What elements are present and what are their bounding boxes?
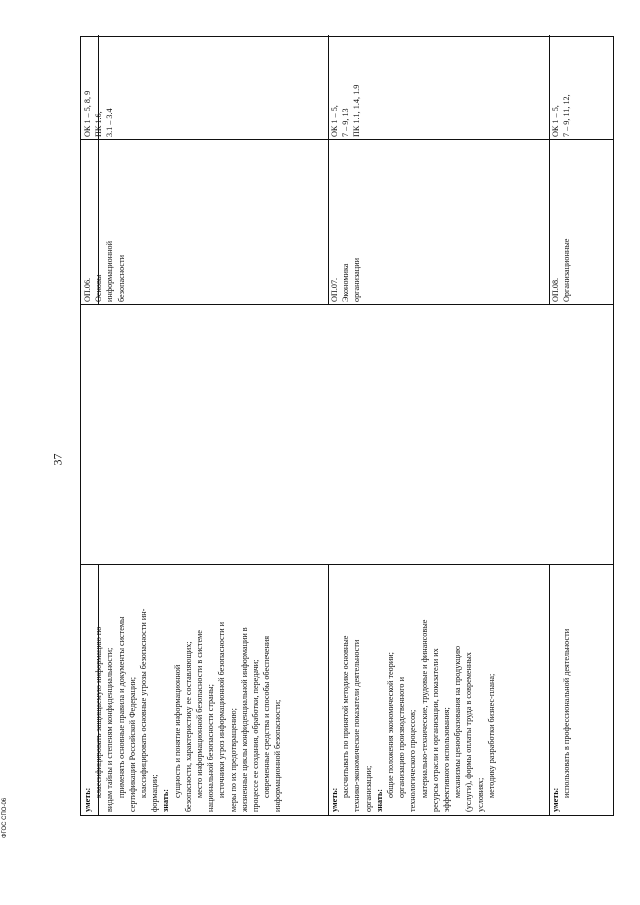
knowledge-label: знать: [374, 789, 384, 812]
discipline-title-line: Экономика [341, 263, 351, 302]
competency-line: 3.1 – 3.4 [105, 108, 115, 137]
skill-line: рассчитывать по принятой методике основные [341, 635, 351, 798]
skill-line: видам тайны и степеням конфиденциальности; [105, 647, 115, 812]
competency-line: ОК 1 – 5, [551, 105, 560, 137]
row-1-requirements [82, 609, 284, 812]
column-divider [81, 564, 613, 565]
discipline-title-line: организации [352, 258, 362, 302]
page-number: 37 [50, 453, 65, 466]
knowledge-line: ресурсы отрасли и организации, показатели их [430, 648, 440, 812]
competency-line: 7 – 9, 13 [341, 108, 351, 137]
discipline-title-line: безопасности [116, 255, 126, 302]
knowledge-line: условиях; [475, 777, 485, 812]
knowledge-line: методику разработки бизнес-плана; [486, 673, 496, 798]
knowledge-line: механизмы ценообразования на продукцию [453, 645, 463, 798]
row-2-discipline [329, 258, 363, 302]
row-3-competencies [550, 94, 572, 137]
knowledge-label: знать: [161, 789, 171, 812]
knowledge-line: информационной безопасности; [273, 699, 283, 812]
skills-label: уметь: [330, 787, 339, 812]
row-2-competencies [329, 85, 363, 137]
row-1-discipline [82, 241, 127, 302]
competency-line: ПК 1.6, [94, 111, 104, 137]
competency-line: 7 – 9, 11, 12, [562, 94, 572, 137]
skills-label: уметь: [551, 787, 560, 812]
knowledge-line: общие положения экономической теории; [386, 652, 396, 798]
discipline-title-line: Основы [94, 274, 104, 302]
knowledge-line: безопасности, характеристику ее составляющих; [183, 641, 193, 812]
knowledge-line: эффективного использования; [442, 707, 452, 812]
skill-line: сертификации Российской Федерации; [127, 676, 137, 812]
row-3-requirements [550, 629, 572, 812]
knowledge-line: национальной безопасности страны; [206, 684, 216, 812]
knowledge-line: меры по их предотвращению; [228, 708, 238, 812]
competency-line: ОК 1 – 5, 8, 9 [83, 90, 92, 137]
knowledge-line: современные средства и способы обеспечения [262, 635, 272, 798]
discipline-code: ОП.07. [330, 277, 339, 302]
competency-line: ПК 1.1, 1.4, 1.9 [352, 84, 362, 137]
skill-line: классифицировать защищаемую информацию по [94, 626, 104, 798]
discipline-title-line: информационной [105, 241, 115, 302]
knowledge-line: сущность и понятие информационной [172, 664, 182, 798]
knowledge-line: место информационной безопасности в системе [195, 630, 205, 798]
discipline-code: ОП.08. [551, 277, 560, 302]
competency-line: ОК 1 – 5, [330, 105, 339, 137]
row-2-requirements [329, 620, 497, 812]
knowledge-line: (услуги), формы оплаты труда в современных [464, 652, 474, 812]
discipline-title-line: Организационные [562, 238, 572, 302]
knowledge-line: жизненные циклы конфиденциальной информации в [239, 627, 249, 812]
skills-label: уметь: [83, 787, 92, 812]
skill-line: применять основные правила и документы системы [116, 616, 126, 798]
column-divider [81, 304, 613, 305]
skill-line: технико-экономические показатели деятельности [352, 639, 362, 812]
skill-line: использовать в профессиональной деятельности [562, 628, 572, 798]
knowledge-line: источники угроз информационной безопасности и [217, 621, 227, 798]
knowledge-line: организацию производственного и [397, 677, 407, 798]
column-divider [81, 139, 613, 140]
knowledge-line: технологического процессов; [408, 709, 418, 812]
knowledge-line: процессе ее создания, обработки, передачи; [251, 659, 261, 812]
skill-line: организации; [363, 765, 373, 812]
rotated-table [80, 36, 614, 816]
knowledge-line: материально-технические, трудовые и финансовые [419, 619, 429, 798]
footer-stamp: ФГОС СПО-06 [2, 797, 8, 838]
skill-line: классифицировать основные угрозы безопасности ин- [139, 608, 149, 798]
row-1-competencies [82, 91, 116, 137]
discipline-code: ОП.06. [83, 277, 92, 302]
row-3-discipline [550, 239, 572, 302]
skill-line: формации; [150, 774, 160, 812]
